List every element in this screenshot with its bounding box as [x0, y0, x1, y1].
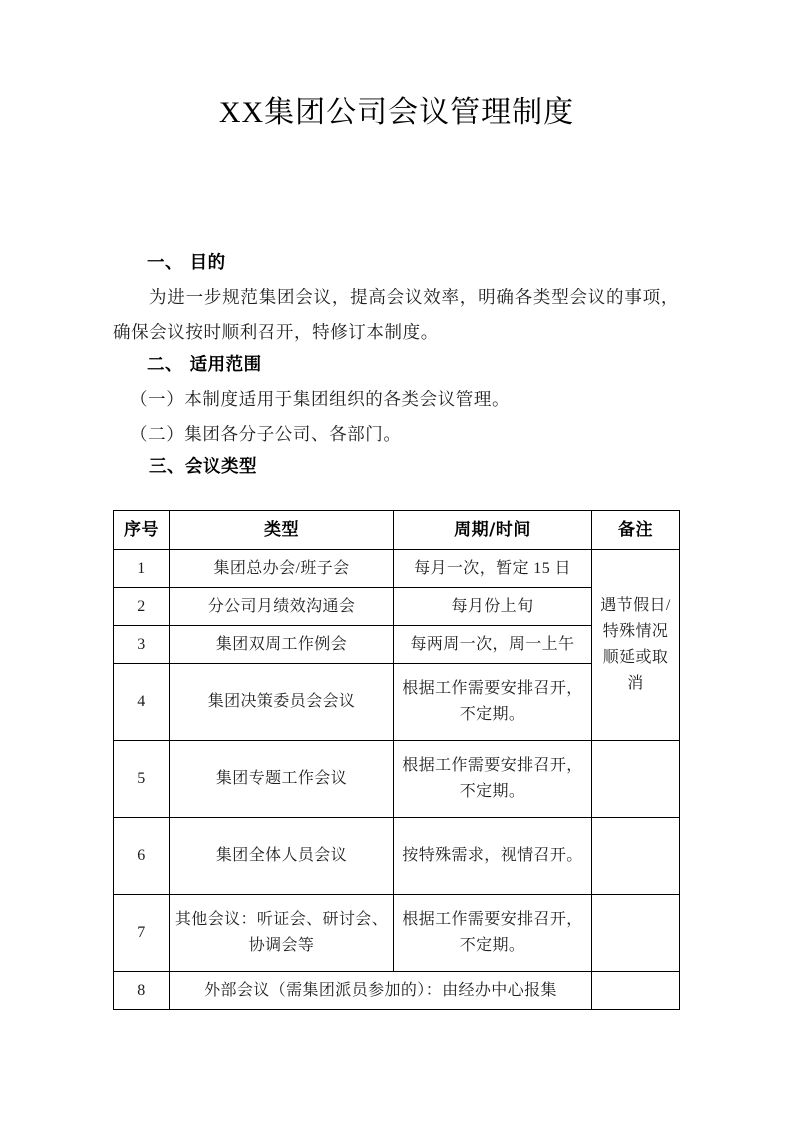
cell-no: 6 — [114, 818, 170, 895]
meeting-types-table — [113, 510, 680, 1010]
cell-external-meeting: 外部会议（需集团派员参加的）：由经办中心报集 — [170, 972, 592, 1010]
section-paragraph-scope-2: （二）集团各分子公司、各部门。 — [130, 424, 402, 444]
cell-type: 集团全体人员会议 — [170, 818, 394, 895]
table-header-cycle: 周期/时间 — [394, 511, 592, 550]
cell-note — [592, 818, 680, 895]
table-row — [114, 972, 680, 1010]
section-paragraph-purpose: 为进一步规范集团会议，提高会议效率，明确各类型会议的事项，确保会议按时顺利召开，特修订本制度。 — [113, 287, 679, 342]
table-header-note: 备注 — [592, 511, 680, 550]
table-header-no: 序号 — [114, 511, 170, 550]
document-title: XX集团公司会议管理制度 — [218, 96, 575, 129]
meeting-types-table-wrapper — [113, 510, 679, 1010]
cell-no: 8 — [114, 972, 170, 1010]
cell-cycle: 根据工作需要安排召开，不定期。 — [394, 664, 592, 741]
cell-note — [592, 741, 680, 818]
cell-no: 2 — [114, 588, 170, 626]
cell-no: 1 — [114, 550, 170, 588]
section-heading-scope: 二、 适用范围 — [147, 355, 262, 375]
cell-cycle: 每月一次，暂定 15 日 — [394, 550, 592, 588]
table-row — [114, 741, 680, 818]
cell-note — [592, 972, 680, 1010]
cell-type: 集团总办会/班子会 — [170, 550, 394, 588]
section-paragraph-scope-1: （一）本制度适用于集团组织的各类会议管理。 — [130, 389, 511, 409]
cell-type: 集团专题工作会议 — [170, 741, 394, 818]
cell-no: 4 — [114, 664, 170, 741]
table-header-type: 类型 — [170, 511, 394, 550]
cell-no: 5 — [114, 741, 170, 818]
cell-cycle: 根据工作需要安排召开，不定期。 — [394, 741, 592, 818]
cell-cycle: 按特殊需求，视情召开。 — [394, 818, 592, 895]
cell-no: 7 — [114, 895, 170, 972]
cell-type: 集团决策委员会会议 — [170, 664, 394, 741]
cell-type: 其他会议：听证会、研讨会、协调会等 — [170, 895, 394, 972]
table-row — [114, 550, 680, 588]
cell-type: 集团双周工作例会 — [170, 626, 394, 664]
cell-cycle: 每两周一次，周一上午 — [394, 626, 592, 664]
cell-cycle: 根据工作需要安排召开，不定期。 — [394, 895, 592, 972]
cell-no: 3 — [114, 626, 170, 664]
document-body — [113, 248, 679, 484]
section-heading-purpose: 一、 目的 — [147, 253, 226, 273]
cell-note-merged: 遇节假日/特殊情况顺延或取消 — [592, 550, 680, 741]
cell-cycle: 每月份上旬 — [394, 588, 592, 626]
table-row — [114, 895, 680, 972]
table-header-row — [114, 511, 680, 550]
section-heading-meeting-types: 三、会议类型 — [149, 457, 257, 477]
cell-note — [592, 895, 680, 972]
cell-type: 分公司月绩效沟通会 — [170, 588, 394, 626]
table-row — [114, 818, 680, 895]
